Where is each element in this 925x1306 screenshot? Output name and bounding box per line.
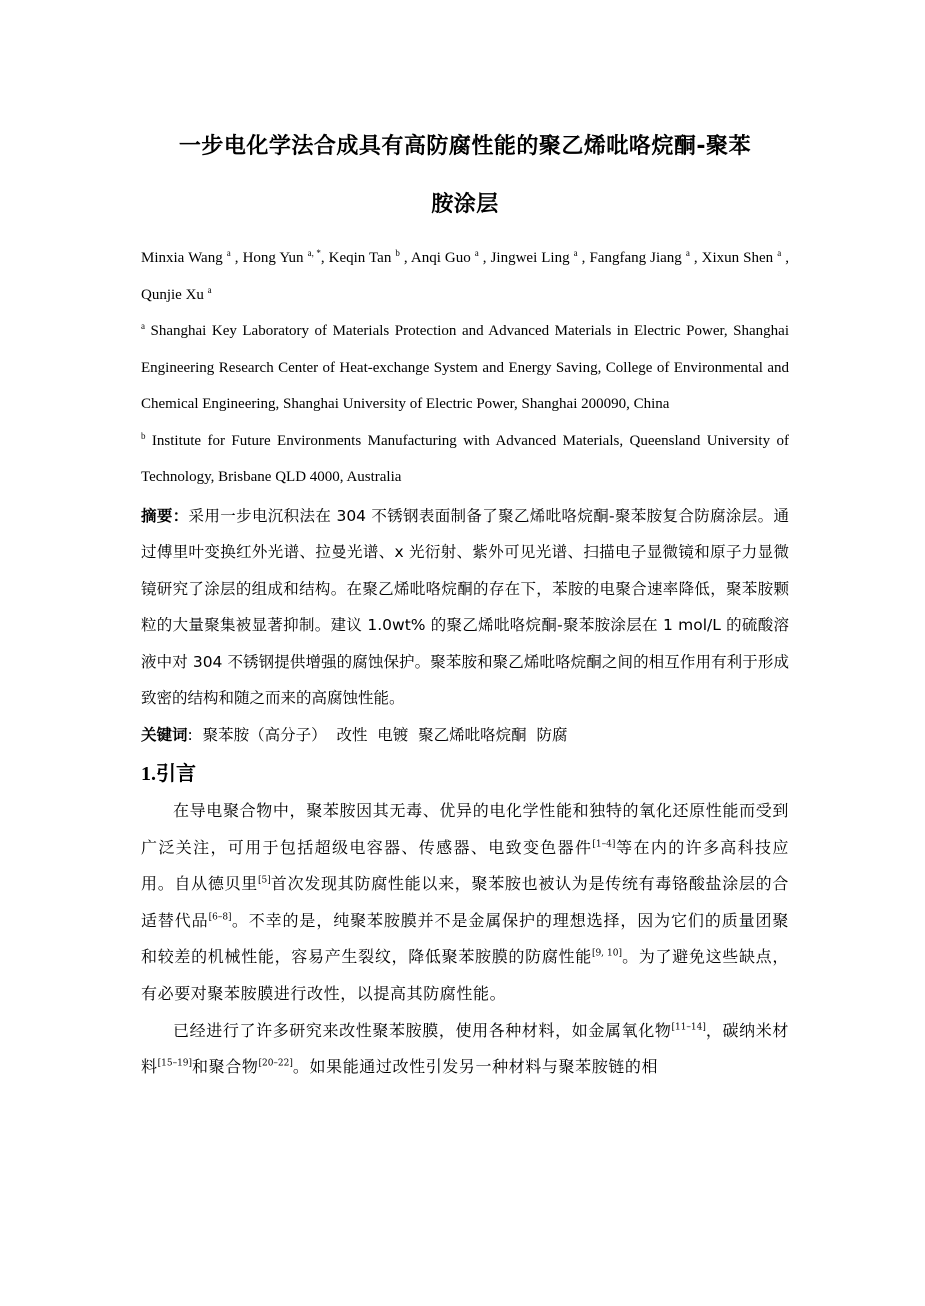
author-affiliation-mark: a, * (307, 248, 321, 258)
author-separator: , (577, 250, 590, 266)
paragraph-text: 已经进行了许多研究来改性聚苯胺膜，使用各种材料，如金属氧化物 (173, 1020, 672, 1040)
author-affiliation-mark: a (685, 248, 690, 258)
author-affiliation-mark: a (777, 248, 782, 258)
author-name: Xixun Shen (701, 250, 774, 266)
paragraph-text: 首次发现其防腐性能以来，聚苯胺也被认为是传统有毒铬酸盐涂层的合适替代品 (141, 874, 790, 930)
paragraph-text: 等在内的许多高科技应用。自从德贝里 (141, 837, 789, 894)
keywords-text: : 聚苯胺（高分子） 改性 电镀 聚乙烯吡咯烷酮 防腐 (187, 725, 568, 744)
author-affiliation-mark: a (573, 248, 578, 258)
author-separator: , (478, 250, 491, 266)
keywords-label: 关键词 (141, 725, 188, 744)
affiliation-list (141, 313, 789, 496)
author-separator: , (230, 250, 243, 266)
citation-ref: [15–19] (157, 1058, 193, 1069)
author-name: Jingwei Ling (490, 250, 570, 266)
citation-ref: [6–8] (208, 912, 232, 923)
intro-paragraph-2 (141, 1013, 789, 1086)
paragraph-text: ，碳纳米材料 (141, 1020, 789, 1077)
affiliation-text: Institute for Future Environments Manufacturing with Advanced Materials, Queensland University of Technology, Brisbane QLD 4000, Australia (141, 432, 789, 485)
affiliation-mark: a (141, 321, 145, 331)
abstract-label: 摘要： (141, 506, 189, 525)
author-affiliation-mark: b (395, 248, 400, 258)
paragraph-text: 。如果能通过改性引发另一种材料与聚苯胺链的相 (292, 1057, 659, 1077)
paragraph-text: 。不幸的是，纯聚苯胺膜并不是金属保护的理想选择，因为它们的质量团聚和较差的机械性能，容易产生裂纹，降低聚苯胺膜的防腐性能 (141, 910, 789, 967)
keywords (141, 717, 789, 754)
affiliation (141, 423, 789, 496)
author-name: Anqi Guo (410, 250, 471, 266)
author-name: Qunjie Xu (141, 286, 204, 303)
abstract (141, 498, 789, 717)
author-separator: , (320, 250, 329, 266)
title-line-1: 一步电化学法合成具有高防腐性能的聚乙烯吡咯烷酮-聚苯 (178, 134, 752, 159)
citation-ref: [20–22] (258, 1058, 293, 1069)
author-name: Fangfang Jiang (589, 250, 682, 266)
section-heading: 1.引言 (141, 763, 196, 785)
paper-title (141, 118, 789, 234)
title-line-2: 胺涂层 (431, 192, 499, 217)
abstract-text: 采用一步电沉积法在 304 不锈钢表面制备了聚乙烯吡咯烷酮-聚苯胺复合防腐涂层。通过傅里叶变换红外光谱、拉曼光谱、x 光衍射、紫外可见光谱、扫描电子显微镜和原子力显微镜研究了涂层的组成和结构。在聚乙烯吡咯烷酮的存在下，苯胺的电聚合速率降低，聚苯胺颗粒的大量聚集被显著抑制。建议 1.0wt% 的聚乙烯吡咯烷酮-聚苯胺涂层在 1 mol/L 的硫酸溶液中对 304 不锈钢提供增强的腐蚀保护。聚苯胺和聚乙烯吡咯烷酮之间的相互作用有利于形成致密的结构和随之而来的高腐蚀性能。 (141, 506, 789, 707)
affiliation-mark: b (141, 430, 146, 441)
citation-ref: [9, 10] (591, 949, 622, 960)
paragraph-text: 在导电聚合物中，聚苯胺因其无毒、优异的电化学性能和独特的氧化还原性能而受到广泛关注，可用于包括超级电容器、传感器、电致变色器件 (141, 801, 789, 857)
author-name: Keqin Tan (328, 250, 392, 266)
intro-paragraph-1 (141, 793, 789, 1013)
author-name: Minxia Wang (141, 250, 223, 266)
paper-page (141, 118, 789, 1086)
author-separator: , (781, 250, 789, 266)
paragraph-text: 和聚合物 (192, 1057, 259, 1077)
author-separator: , (689, 250, 702, 266)
author-list (141, 240, 789, 313)
author-separator: , (399, 250, 411, 266)
affiliation (141, 313, 789, 423)
citation-ref: [5] (258, 875, 271, 886)
paragraph-text: 。为了避免这些缺点，有必要对聚苯胺膜进行改性，以提高其防腐性能。 (141, 947, 789, 1003)
author-affiliation-mark: a (207, 284, 212, 295)
affiliation-text: Shanghai Key Laboratory of Materials Protection and Advanced Materials in Electric Power, Shanghai Engineering Research Center of Heat-exchange System and Energy Saving, College of Environmental and Chemical Engineering, Shanghai University of Electric Power, Shanghai 200090, China (141, 323, 789, 412)
author-affiliation-mark: a (474, 248, 479, 258)
author-affiliation-mark: a (226, 248, 231, 258)
citation-ref: [11–14] (671, 1022, 706, 1033)
author-name: Hong Yun (242, 250, 304, 266)
citation-ref: [1–4] (592, 839, 616, 850)
